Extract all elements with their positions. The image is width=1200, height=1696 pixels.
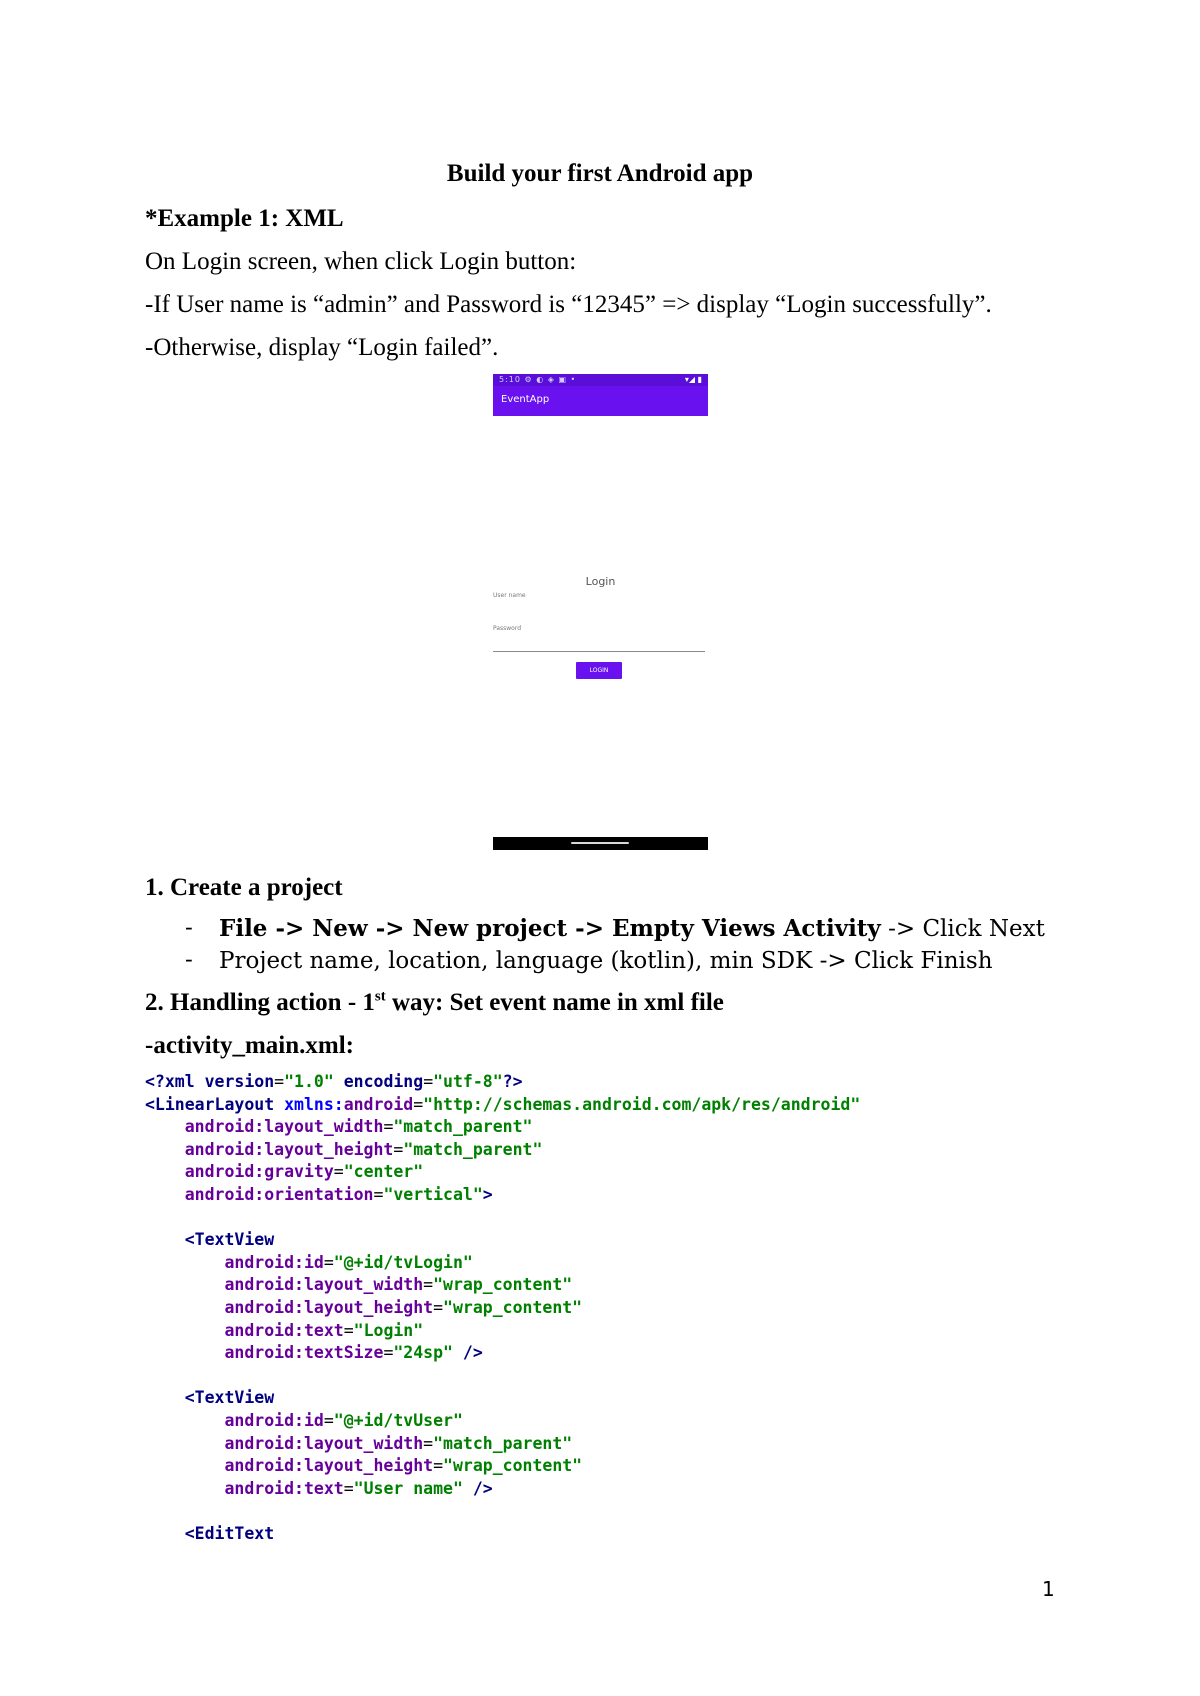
code-token: = — [323, 1252, 334, 1272]
code-token — [145, 1411, 224, 1430]
code-token: "1.0" — [284, 1072, 344, 1091]
code-line — [145, 1229, 860, 1252]
code-token: "24sp" — [393, 1343, 463, 1363]
intro-line-1: On Login screen, when click Login button: — [145, 248, 577, 275]
phone-app-bar — [493, 386, 708, 416]
code-token: "Login" — [353, 1320, 424, 1340]
section2-heading — [145, 987, 724, 1019]
code-block — [145, 1071, 860, 1545]
code-token: "match_parent" — [433, 1433, 573, 1453]
document-title: Build your first Android app — [446, 160, 754, 187]
code-token: android:text — [224, 1478, 344, 1498]
password-field-underline — [493, 651, 705, 652]
section2-sup: st — [374, 988, 386, 1005]
code-token — [145, 1185, 185, 1204]
code-line — [145, 1455, 860, 1478]
code-token: "wrap_content" — [443, 1297, 583, 1317]
code-token: android:layout_height — [224, 1297, 434, 1317]
code-token — [145, 1140, 185, 1159]
code-line — [145, 1116, 860, 1139]
code-token: android:textSize — [224, 1343, 384, 1363]
code-token — [145, 1321, 224, 1340]
code-token: = — [433, 1297, 444, 1317]
code-token: android:orientation — [184, 1184, 374, 1204]
login-label: Login — [585, 575, 616, 588]
code-token: android:id — [224, 1252, 324, 1272]
code-line — [145, 1207, 860, 1230]
code-token — [145, 1230, 185, 1249]
code-token — [145, 1162, 185, 1181]
code-token: android:layout_width — [224, 1275, 424, 1295]
status-icons-left: 5:10 ⚙ ◐ ◈ ▣ • — [499, 375, 577, 384]
code-token: "center" — [343, 1162, 424, 1182]
app-title: EventApp — [501, 394, 550, 405]
code-line — [145, 1320, 860, 1343]
home-handle-icon[interactable] — [571, 842, 629, 844]
code-token: = — [333, 1162, 344, 1182]
code-line — [145, 1410, 860, 1433]
section2-prefix: 2. Handling action - 1 — [145, 989, 375, 1016]
code-line — [145, 1161, 860, 1184]
code-token: android:layout_width — [224, 1433, 424, 1453]
code-token: version — [204, 1072, 275, 1091]
code-token: "wrap_content" — [443, 1456, 583, 1476]
code-token: = — [423, 1433, 434, 1453]
code-line — [145, 1094, 860, 1117]
intro-line-2: -If User name is “admin” and Password is “12345” => display “Login successfully”. — [145, 291, 992, 318]
code-token: = — [383, 1117, 394, 1137]
code-line — [145, 1478, 860, 1501]
code-line — [145, 1274, 860, 1297]
code-token: <LinearLayout — [145, 1094, 285, 1114]
code-line — [145, 1500, 860, 1523]
code-token: <TextView — [184, 1388, 275, 1408]
code-token: = — [383, 1343, 394, 1363]
code-token — [145, 1524, 185, 1543]
code-token: > — [482, 1184, 493, 1204]
code-token: = — [413, 1094, 424, 1114]
code-token: encoding — [343, 1072, 424, 1091]
code-token: "wrap_content" — [433, 1275, 573, 1295]
code-line — [145, 1297, 860, 1320]
code-token: = — [274, 1072, 285, 1091]
code-token — [145, 1343, 224, 1362]
section1-heading: 1. Create a project — [145, 874, 343, 901]
code-line — [145, 1387, 860, 1410]
code-token: = — [423, 1072, 434, 1091]
username-label: User name — [493, 592, 526, 599]
code-token: "User name" — [353, 1478, 473, 1498]
code-token — [145, 1456, 224, 1475]
code-token: "@+id/tvUser" — [333, 1410, 463, 1430]
code-line — [145, 1365, 860, 1388]
code-token: "match_parent" — [393, 1117, 533, 1137]
code-token — [145, 1253, 224, 1272]
code-token: xmlns: — [284, 1094, 344, 1114]
code-token — [145, 1298, 224, 1317]
example-heading: *Example 1: XML — [145, 205, 344, 232]
intro-line-3: -Otherwise, display “Login failed”. — [145, 334, 499, 361]
section1-steps — [185, 913, 1045, 977]
code-token: android — [343, 1094, 414, 1114]
code-token: android:gravity — [184, 1162, 334, 1182]
code-token: "vertical" — [383, 1184, 483, 1204]
code-line — [145, 1184, 860, 1207]
code-token: "@+id/tvLogin" — [333, 1252, 473, 1272]
code-line — [145, 1523, 860, 1546]
code-token: android:id — [224, 1410, 324, 1430]
code-token: = — [343, 1320, 354, 1340]
step-item — [185, 913, 1045, 945]
step-bold: File -> New -> New project -> Empty Views Activity — [219, 915, 881, 942]
code-token: /> — [472, 1478, 493, 1498]
login-button[interactable]: LOGIN — [576, 662, 622, 679]
code-line — [145, 1342, 860, 1365]
code-token: /> — [462, 1343, 483, 1363]
code-token — [145, 1117, 185, 1136]
code-token: = — [393, 1139, 404, 1159]
code-token — [145, 1479, 224, 1498]
phone-status-bar — [493, 374, 708, 386]
code-line — [145, 1071, 860, 1094]
status-icons-right: ▾◢ ▮ — [684, 375, 702, 384]
step-rest: Project name, location, language (kotlin), min SDK -> Click Finish — [219, 948, 993, 974]
code-token: <TextView — [184, 1230, 275, 1250]
code-line — [145, 1139, 860, 1162]
code-token: = — [323, 1410, 334, 1430]
code-token: <?xml — [145, 1072, 205, 1091]
code-token — [145, 1275, 224, 1294]
code-token: "match_parent" — [403, 1139, 543, 1159]
section2-suffix: way: Set event name in xml file — [385, 989, 724, 1016]
code-token: "http://schemas.android.com/apk/res/android" — [423, 1094, 861, 1114]
code-token — [145, 1434, 224, 1453]
page-number: 1 — [1042, 1577, 1055, 1601]
code-token: android:text — [224, 1320, 344, 1340]
phone-nav-bar — [493, 837, 708, 850]
code-line — [145, 1252, 860, 1275]
phone-screenshot — [493, 374, 708, 850]
code-token: ?> — [502, 1072, 523, 1091]
code-token: android:layout_width — [184, 1117, 384, 1137]
code-token — [145, 1388, 185, 1407]
code-line — [145, 1433, 860, 1456]
code-token: = — [433, 1456, 444, 1476]
code-token: = — [343, 1478, 354, 1498]
file-heading: -activity_main.xml: — [145, 1032, 354, 1059]
code-token: "utf-8" — [433, 1072, 503, 1091]
code-token: = — [423, 1275, 434, 1295]
code-token: = — [373, 1184, 384, 1204]
step-item — [185, 945, 1045, 977]
code-token: android:layout_height — [184, 1139, 394, 1159]
step-rest: -> Click Next — [880, 916, 1045, 942]
code-token: <EditText — [184, 1523, 275, 1543]
password-field[interactable]: Password — [493, 625, 522, 632]
code-token: android:layout_height — [224, 1456, 434, 1476]
